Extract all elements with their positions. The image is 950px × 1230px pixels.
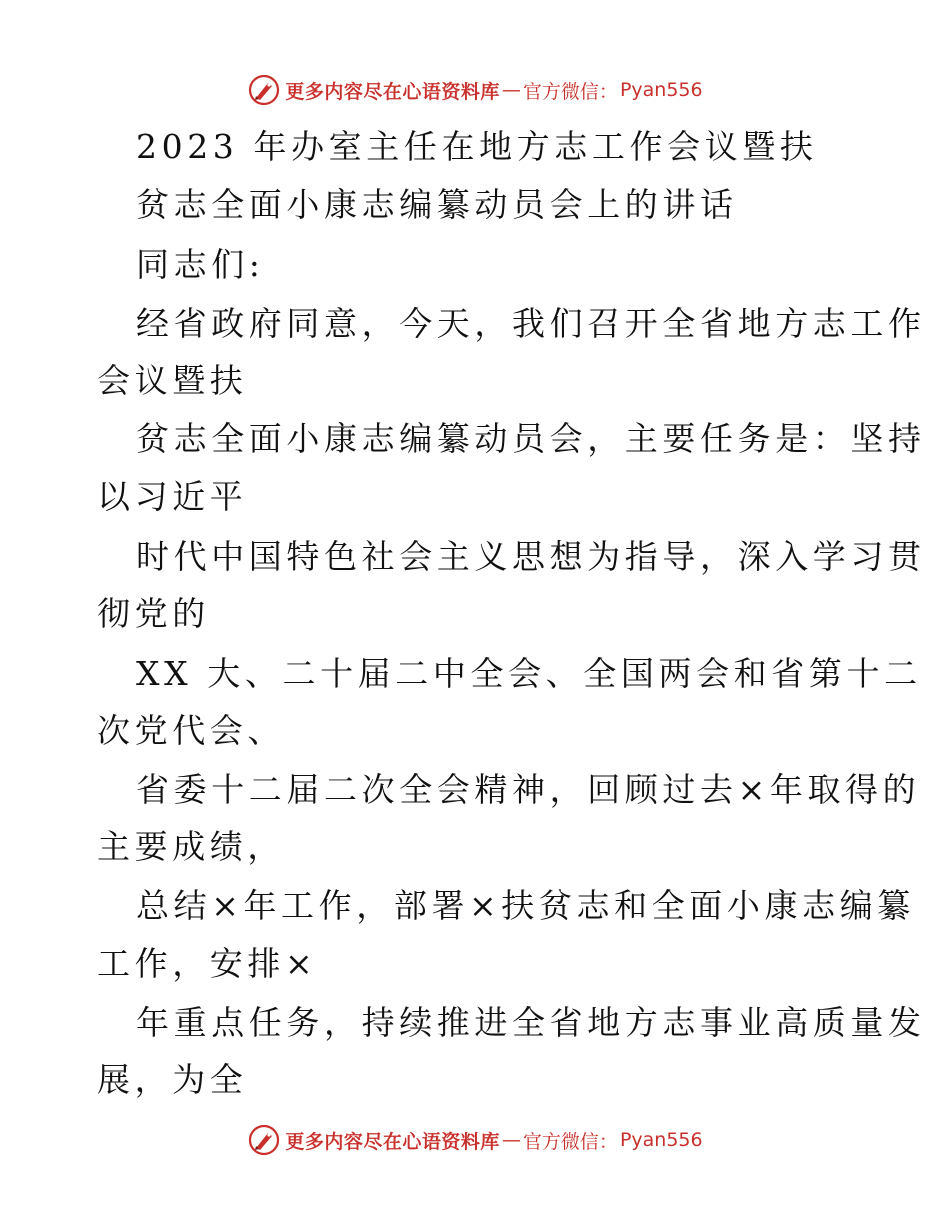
watermark-text: 更多内容尽在心语资料库	[285, 80, 500, 103]
watermark-official-label: 官方微信：	[522, 1130, 618, 1153]
pen-nib-logo-icon	[247, 73, 281, 107]
watermark-wechat-id: Pyan556	[619, 1129, 703, 1151]
body-line: 主要成绩，	[97, 827, 285, 866]
watermark-dash: —	[501, 1129, 521, 1151]
watermark-text: 更多内容尽在心语资料库	[285, 1130, 500, 1153]
footer-watermark-banner	[0, 1122, 950, 1158]
body-line: 总结×年工作，部署×扶贫志和全面小康志编纂	[136, 886, 915, 925]
body-line: 贫志全面小康志编纂动员会，主要任务是：坚持	[136, 419, 926, 458]
body-line: 次党代会、	[97, 711, 285, 750]
header-watermark-banner	[0, 72, 950, 108]
body-line: 时代中国特色社会主义思想为指导，深入学习贯	[136, 537, 926, 576]
body-line: 以习近平	[97, 477, 248, 516]
watermark-wechat-id: Pyan556	[619, 79, 703, 101]
body-line: XX 大、二十届二中全会、全国两会和省第十二	[136, 654, 922, 693]
body-line: 彻党的	[97, 594, 210, 633]
body-line: 展，为全	[97, 1060, 248, 1099]
watermark-official-label: 官方微信：	[522, 80, 618, 103]
body-line: 年重点任务，持续推进全省地方志事业高质量发	[136, 1003, 926, 1042]
body-line: 会议暨扶	[97, 361, 248, 400]
title-line-2: 贫志全面小康志编纂动员会上的讲话	[136, 185, 738, 224]
body-line: 省委十二届二次全会精神，回顾过去×年取得的	[136, 770, 921, 809]
pen-nib-logo-icon	[247, 1123, 281, 1157]
salutation: 同志们:	[136, 245, 265, 284]
title-line-1: 2023 年办室主任在地方志工作会议暨扶	[136, 127, 818, 166]
body-line: 工作，安排×	[97, 944, 318, 983]
body-line: 经省政府同意，今天，我们召开全省地方志工作	[136, 304, 926, 343]
watermark-dash: —	[501, 79, 521, 101]
